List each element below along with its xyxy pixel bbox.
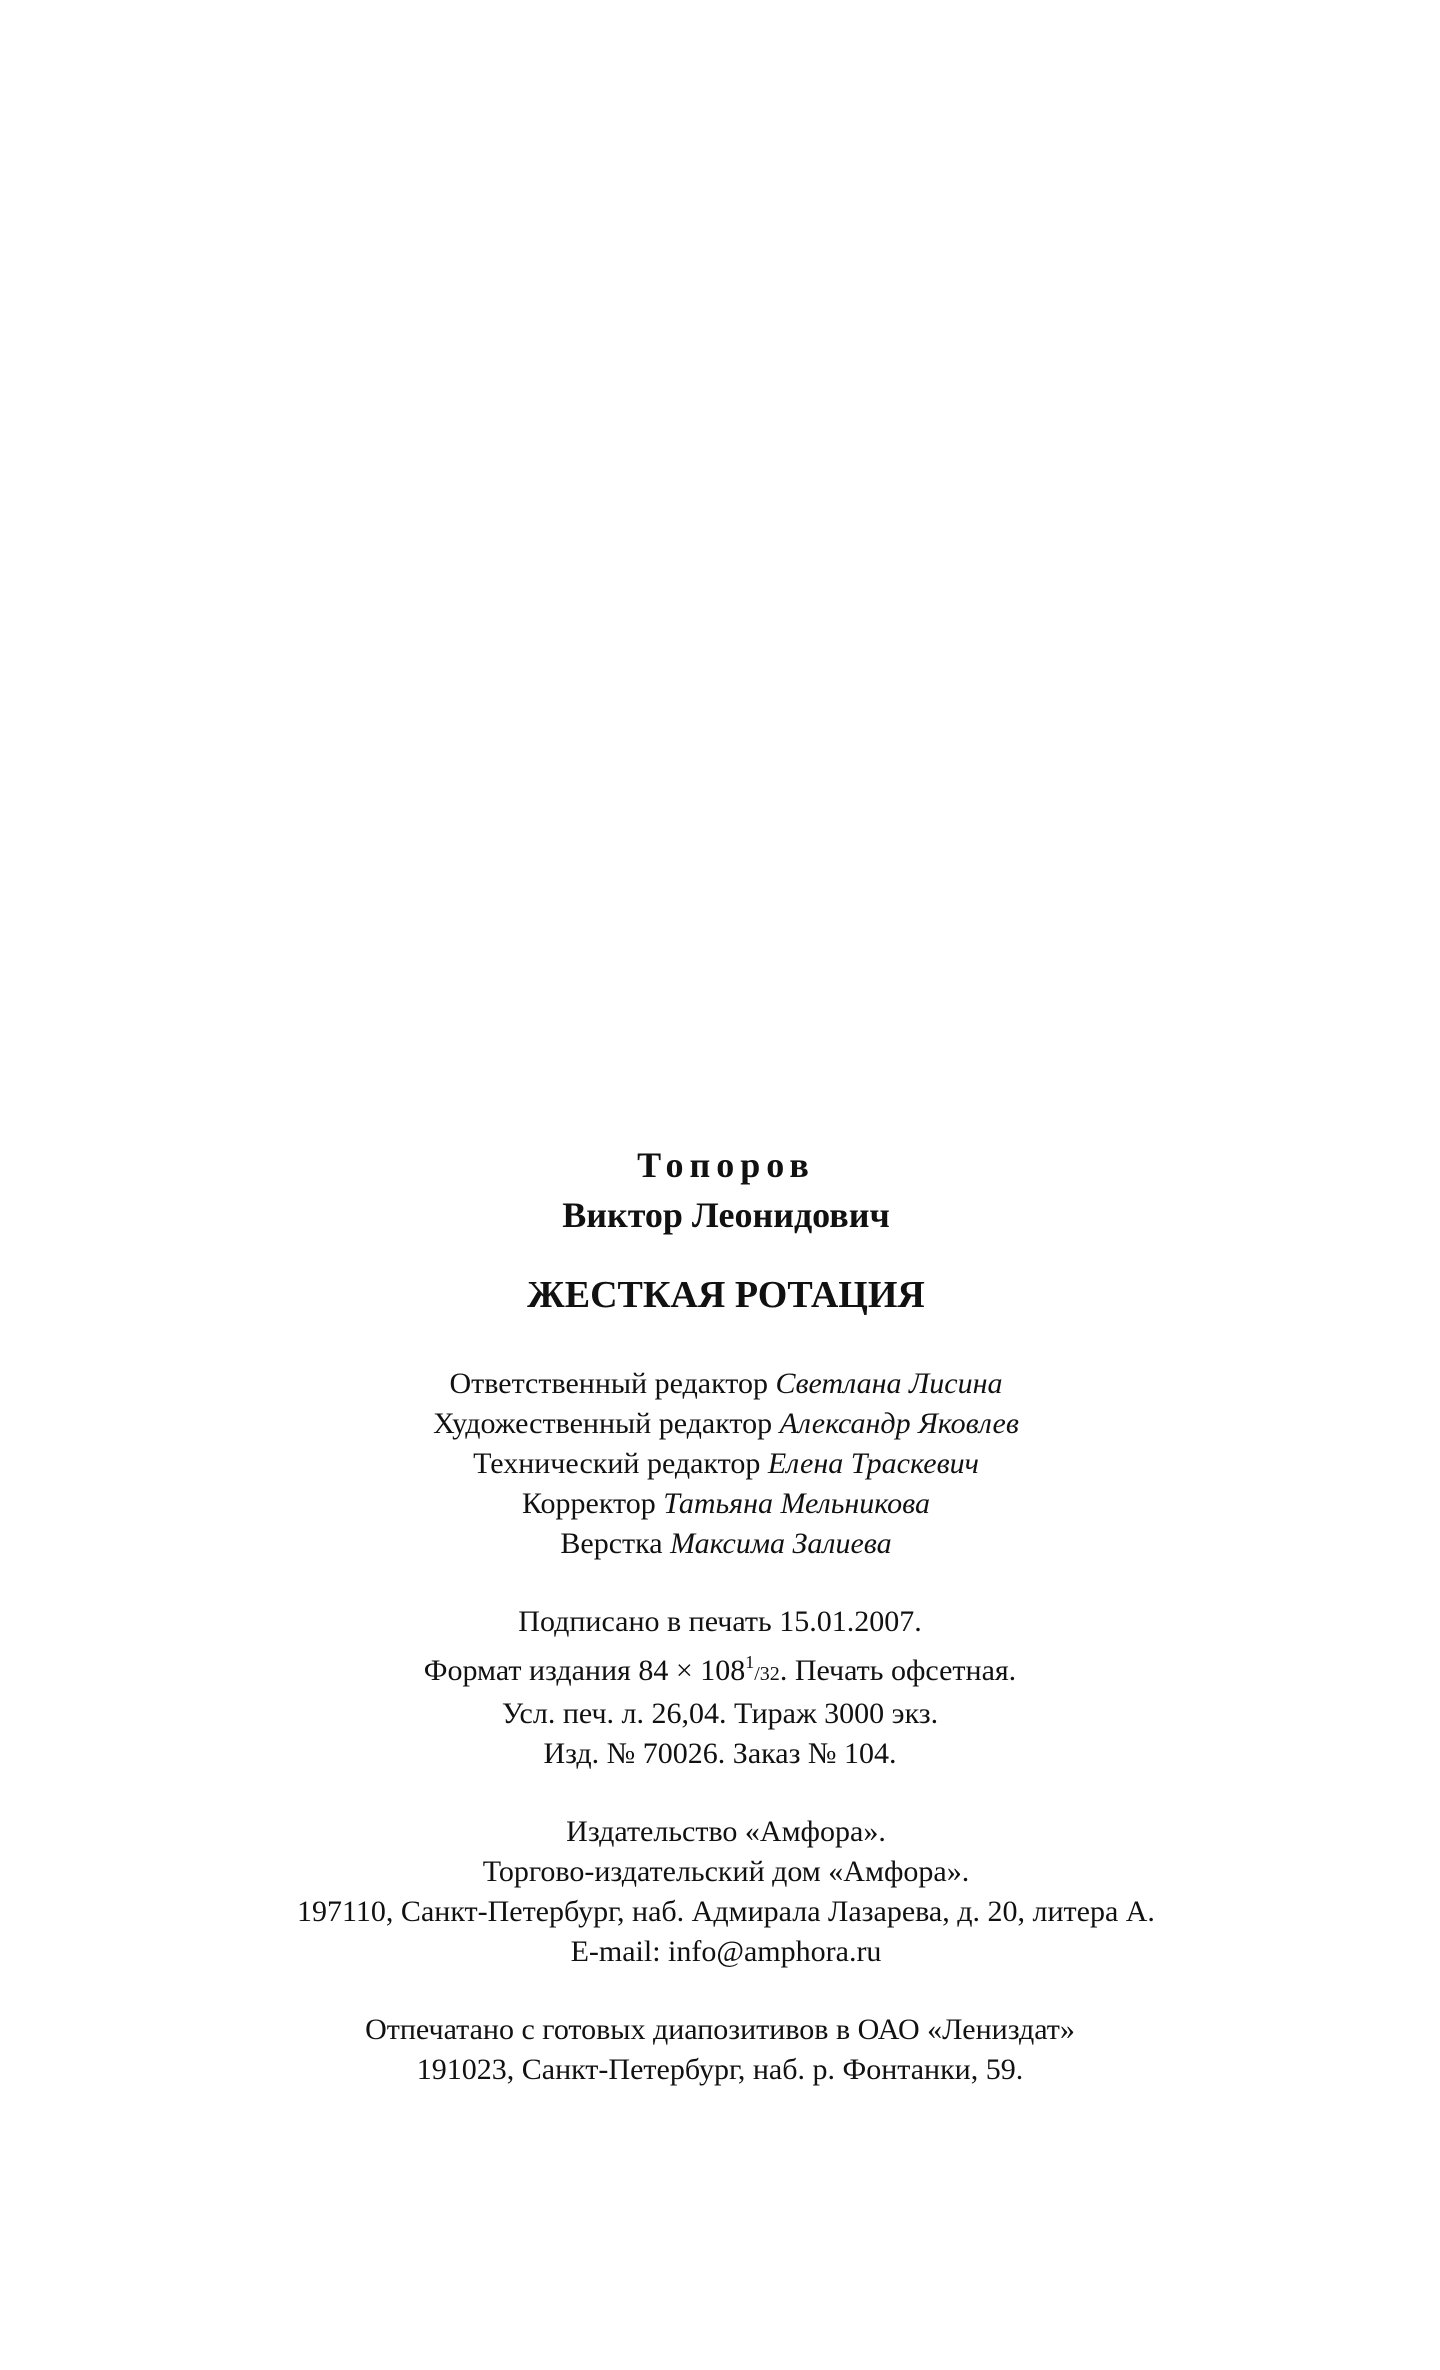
credit-role: Верстка [560,1527,663,1560]
format-prefix: Формат издания 84 × 108 [423,1654,746,1687]
trading-house: Торгово-издательский дом «Амфора». [482,1855,970,1888]
printer-address: 191023, Санкт-Петербург, наб. р. Фонтанки, 59. [416,2053,1024,2086]
author-name: Виктор Леонидович [562,1195,890,1235]
staff-credits [0,1364,1440,1564]
credit-proofreader [12,1484,1440,1524]
format-line [0,1642,1440,1694]
format-denominator: /32 [754,1663,780,1685]
credit-art-editor [12,1404,1440,1444]
print-info [0,1602,1440,1774]
printer-line: Отпечатано с готовых диапозитивов в ОАО «Лениздат» [365,2013,1075,2046]
signed-to-print: Подписано в печать 15.01.2007. [518,1605,922,1638]
credit-role: Технический редактор [473,1447,761,1480]
credit-layout [12,1524,1440,1564]
credit-role: Художественный редактор [433,1407,773,1440]
publisher-address: 197110, Санкт-Петербург, наб. Адмирала Лазарева, д. 20, литера А. [297,1895,1155,1928]
credit-person: Елена Траскевич [767,1447,979,1480]
printer-info [0,2010,1440,2090]
credit-person: Светлана Лисина [775,1367,1003,1400]
credit-person: Александр Яковлев [779,1407,1019,1440]
book-title: ЖЕСТКАЯ РОТАЦИЯ [527,1274,925,1316]
publisher-name: Издательство «Амфора». [566,1815,886,1848]
colophon [0,1140,1440,2090]
credit-technical-editor [12,1444,1440,1484]
format-suffix: . Печать офсетная. [779,1654,1017,1687]
credit-role: Ответственный редактор [449,1367,769,1400]
author-surname: Топоров [637,1145,815,1185]
order-line: Изд. № 70026. Заказ № 104. [543,1737,897,1770]
publisher-email: E-mail: info@amphora.ru [570,1935,882,1968]
format-superscript: 1 [745,1652,755,1672]
publisher-info [0,1812,1440,1972]
credit-responsible-editor [12,1364,1440,1404]
credit-role: Корректор [522,1487,656,1520]
credit-person: Максима Залиева [670,1527,892,1560]
volume-line: Усл. печ. л. 26,04. Тираж 3000 экз. [501,1697,939,1730]
credit-person: Татьяна Мельникова [663,1487,930,1520]
